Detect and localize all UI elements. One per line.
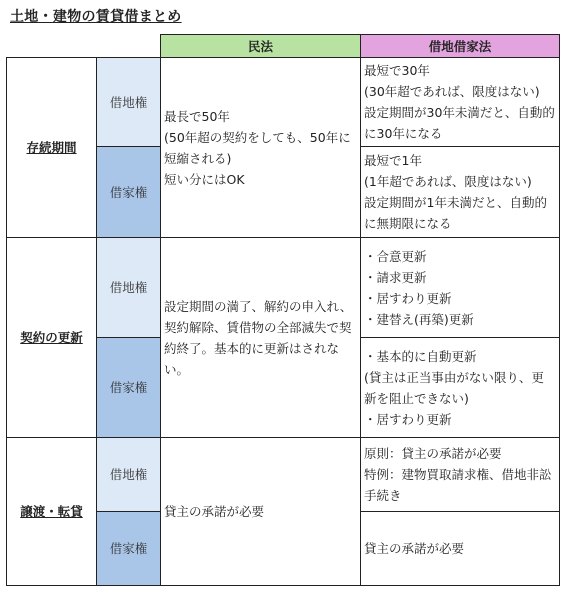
category-transfer: 譲渡・転貸 — [7, 438, 97, 586]
text-line: 最短で1年 — [364, 153, 422, 168]
text-line: (50年超の契約をしても、50年に短縮される) — [164, 129, 351, 166]
text-line: 短い分にはOK — [164, 171, 245, 187]
sub-label-house: 借家権 — [97, 512, 161, 586]
text-line: (30年超であれば、限度はない) — [364, 84, 540, 99]
text-line: 特例：建物買取請求権、借地非訟手続き — [364, 467, 552, 503]
header-civil-code: 民法 — [161, 35, 361, 58]
text-line: 設定期間が30年未満だと、自動的に30年になる — [364, 105, 555, 141]
category-duration: 存続期間 — [7, 58, 97, 238]
category-renewal: 契約の更新 — [7, 238, 97, 438]
civil-duration-cell — [161, 58, 361, 238]
text-line: ・基本的に自動更新 — [364, 348, 477, 364]
text-line: 設定期間の満了、解約の申入れ、契約解除、賃借物の全部滅失で契約終了。基本的に更新はされない。 — [164, 298, 353, 377]
sub-label-house: 借家権 — [97, 147, 161, 238]
text-line: ・居すわり更新 — [364, 411, 452, 427]
sub-label-house: 借家権 — [97, 338, 161, 438]
lease-land-renewal-cell — [361, 238, 560, 338]
text-line: ・合意更新 — [364, 248, 427, 264]
text-line: 最短で30年 — [364, 63, 430, 78]
header-lease-act: 借地借家法 — [361, 35, 560, 58]
sub-label-land: 借地権 — [97, 238, 161, 338]
lease-land-transfer-cell — [361, 438, 560, 512]
lease-house-duration-cell — [361, 147, 560, 238]
page-title: 土地・建物の賃貸借まとめ — [10, 9, 182, 25]
sub-label-land: 借地権 — [97, 438, 161, 512]
text-line: (1年超であれば、限度はない) — [364, 174, 532, 189]
civil-transfer-cell — [161, 438, 361, 586]
row-renewal-land — [7, 238, 560, 338]
text-line: (貸主は正当事由がない限り、更新を阻止できない) — [364, 369, 544, 406]
lease-land-duration-cell — [361, 58, 560, 147]
summary-table — [6, 34, 560, 586]
text-line: 貸主の承諾が必要 — [164, 504, 265, 519]
text-line: ・請求更新 — [364, 269, 427, 285]
row-duration-land — [7, 58, 560, 147]
sub-label-land: 借地権 — [97, 58, 161, 147]
row-transfer-land — [7, 438, 560, 512]
header-blank — [7, 35, 161, 58]
text-line: ・居すわり更新 — [364, 290, 452, 306]
header-row — [7, 35, 560, 58]
text-line: 原則：貸主の承諾が必要 — [364, 446, 502, 461]
lease-house-transfer-cell — [361, 512, 560, 586]
text-line: 貸主の承諾が必要 — [364, 541, 465, 556]
lease-house-renewal-cell — [361, 338, 560, 438]
civil-renewal-cell — [161, 238, 361, 438]
text-line: 最長で50年 — [164, 108, 230, 124]
text-line: 設定期間が1年未満だと、自動的に無期限になる — [364, 195, 547, 231]
text-line: ・建替え(再築)更新 — [364, 311, 474, 327]
